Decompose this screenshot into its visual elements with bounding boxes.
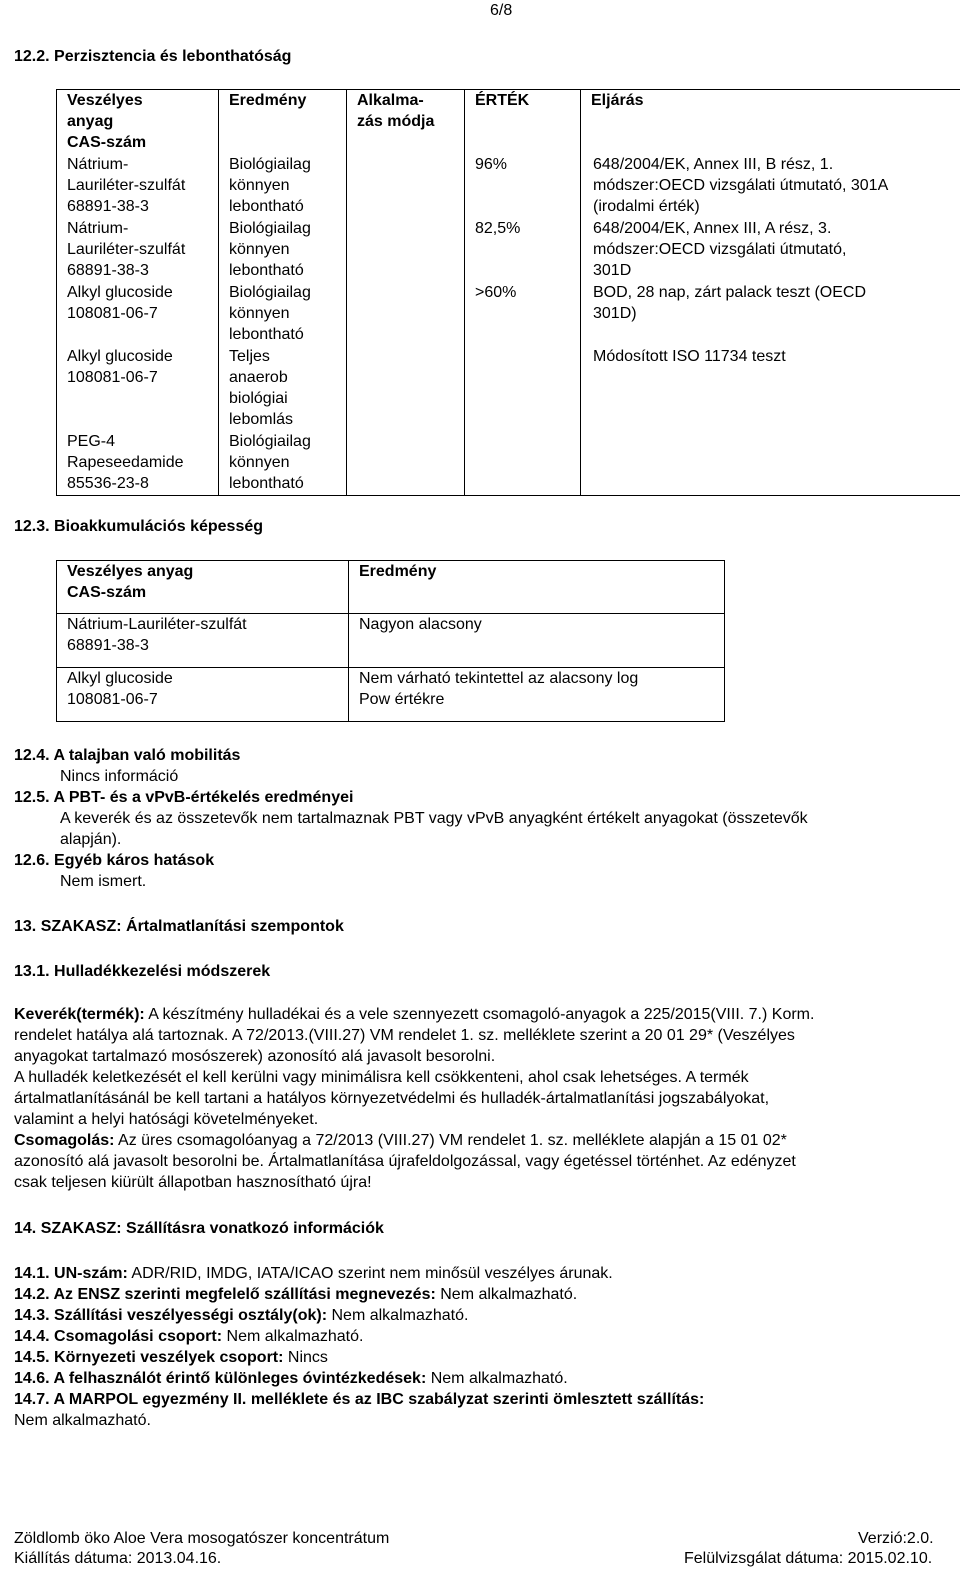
method-cell: 648/2004/EK, Annex III, A rész, 3. módszer:OECD vizsgálati útmutató, 301D	[593, 220, 847, 279]
waste-paragraph-1: Keverék(termék): A készítmény hulladékai és a vele szennyezett csomagoló-anyagok a 225/2015(VIII. 7.) Korm. rendelet hatálya alá tartoznak. A 72/2013.(VIII.27) VM rendelet 1. sz. melléklete szerint a 20 01 29* (Veszélyes anyagokat tartalmazó mosószerek) azonosító alá javasolt besorolni. A hulladék keletkezését el kell kerülni vagy minimálisra kell csökkenteni, ahol csak lehetséges. A termék ártalmatlanításánál be kell tartani a hatályos környezetvédelmi és hulladék-ártalmatlanítási jogszabályokat, valamint a helyi hatósági követelményeket. Csomagolás: Az üres csomagolóanyag a 72/2013 (VIII.27) VM rendelet 1. sz. melléklete alapján a 15 01 02* azonosító alá javasolt besorolni be. Ártalmatlanítása újrafeldolgozással, vagy égetéssel történhet. Az edényzet csak teljesen kiürült állapotban hasznosítható újra!	[14, 1006, 815, 1191]
table-row	[57, 668, 725, 722]
substance-cell: PEG-4 Rapeseedamide 85536-23-8	[67, 433, 184, 492]
substance-cell: Nátrium-Lauriléter-szulfát 68891-38-3	[57, 614, 349, 668]
section-12-3-title: 12.3. Bioakkumulációs képesség	[14, 518, 264, 535]
substance-cell: Nátrium- Lauriléter-szulfát 68891-38-3	[67, 220, 186, 279]
section-12-5-text-1: A keverék és az összetevők nem tartalmaznak PBT vagy vPvB anyagként értékelt anyagokat (összetevők	[60, 810, 808, 827]
substance-cell: Alkyl glucoside 108081-06-7	[67, 348, 173, 386]
substance-cell: Nátrium- Lauriléter-szulfát 68891-38-3	[67, 156, 186, 215]
substance-cell: Alkyl glucoside 108081-06-7	[57, 668, 349, 722]
list-item: 14.3. Szállítási veszélyességi osztály(ok): Nem alkalmazható.	[14, 1307, 469, 1324]
page-number: 6/8	[490, 2, 513, 19]
application-column	[347, 90, 465, 496]
section-12-6-title: 12.6. Egyéb káros hatások	[14, 852, 215, 869]
section-13-title: 13. SZAKASZ: Ártalmatlanítási szempontok	[14, 918, 344, 935]
list-item: Nem alkalmazható.	[14, 1412, 151, 1429]
method-cell: Módosított ISO 11734 teszt	[593, 348, 786, 365]
bioaccumulation-table	[56, 560, 725, 722]
result-cell: Biológiailag könnyen lebontható	[229, 156, 311, 215]
section-13-1-title: 13.1. Hulladékkezelési módszerek	[14, 963, 271, 980]
section-14-title: 14. SZAKASZ: Szállításra vonatkozó információk	[14, 1220, 384, 1237]
section-12-6-text: Nem ismert.	[60, 873, 147, 890]
section-12-5-title: 12.5. A PBT- és a vPvB-értékelés eredményei	[14, 789, 354, 806]
list-item: 14.1. UN-szám: ADR/RID, IMDG, IATA/ICAO szerint nem minősül veszélyes árunak.	[14, 1265, 613, 1282]
value-column	[465, 90, 581, 496]
persistence-table	[56, 89, 960, 496]
list-item: 14.5. Környezeti veszélyek csoport: Nincs	[14, 1349, 328, 1366]
bioaccumulation-header-row	[57, 561, 725, 614]
result-cell: Biológiailag könnyen lebontható	[229, 220, 311, 279]
persistence-header-row	[57, 90, 960, 496]
footer-version: Verzió:2.0.	[858, 1530, 934, 1547]
result-column	[219, 90, 347, 496]
value-cell: 96%	[475, 156, 508, 173]
footer-product: Zöldlomb öko Aloe Vera mosogatószer koncentrátum	[14, 1530, 390, 1547]
substance-header: Veszélyes anyag CAS-szám	[67, 92, 147, 151]
value-header: ÉRTÉK	[475, 92, 530, 109]
result-header: Eredmény	[349, 561, 725, 614]
result-cell: Biológiailag könnyen lebontható	[229, 433, 311, 492]
method-column	[581, 90, 960, 496]
section-12-2-title: 12.2. Perzisztencia és lebonthatóság	[14, 48, 292, 65]
method-cell: BOD, 28 nap, zárt palack teszt (OECD 301D)	[593, 284, 866, 322]
substance-cell: Alkyl glucoside 108081-06-7	[67, 284, 173, 322]
result-cell: Nem várható tekintettel az alacsony log Pow értékre	[349, 668, 725, 722]
footer-review-date: Felülvizsgálat dátuma: 2015.02.10.	[684, 1550, 933, 1567]
result-cell: Teljes anaerob biológiai lebomlás	[229, 348, 294, 428]
list-item: 14.2. Az ENSZ szerinti megfelelő szállítási megnevezés: Nem alkalmazható.	[14, 1286, 578, 1303]
list-item: 14.6. A felhasználót érintő különleges óvintézkedések: Nem alkalmazható.	[14, 1370, 568, 1387]
section-12-4-title: 12.4. A talajban való mobilitás	[14, 747, 241, 764]
application-header: Alkalma- zás módja	[357, 92, 435, 130]
substance-header: Veszélyes anyag CAS-szám	[57, 561, 349, 614]
list-item: 14.4. Csomagolási csoport: Nem alkalmazható.	[14, 1328, 364, 1345]
list-item: 14.7. A MARPOL egyezmény II. melléklete és az IBC szabályzat szerinti ömlesztett szállítás:	[14, 1391, 705, 1408]
section-12-4-text: Nincs információ	[60, 768, 179, 785]
value-cell: 82,5%	[475, 220, 521, 237]
table-row	[57, 614, 725, 668]
method-cell: 648/2004/EK, Annex III, B rész, 1. módszer:OECD vizsgálati útmutató, 301A (irodalmi érték)	[593, 156, 889, 215]
substance-column	[57, 90, 219, 496]
packaging-label: Csomagolás:	[14, 1132, 115, 1149]
result-header: Eredmény	[229, 92, 307, 109]
value-cell: >60%	[475, 284, 517, 301]
result-cell: Nagyon alacsony	[349, 614, 725, 668]
footer-issue-date: Kiállítás dátuma: 2013.04.16.	[14, 1550, 222, 1567]
transport-list	[14, 1263, 946, 1431]
section-12-5-text-2: alapján).	[60, 831, 122, 848]
mixture-label: Keverék(termék):	[14, 1006, 145, 1023]
result-cell: Biológiailag könnyen lebontható	[229, 284, 311, 343]
method-header: Eljárás	[591, 92, 644, 109]
